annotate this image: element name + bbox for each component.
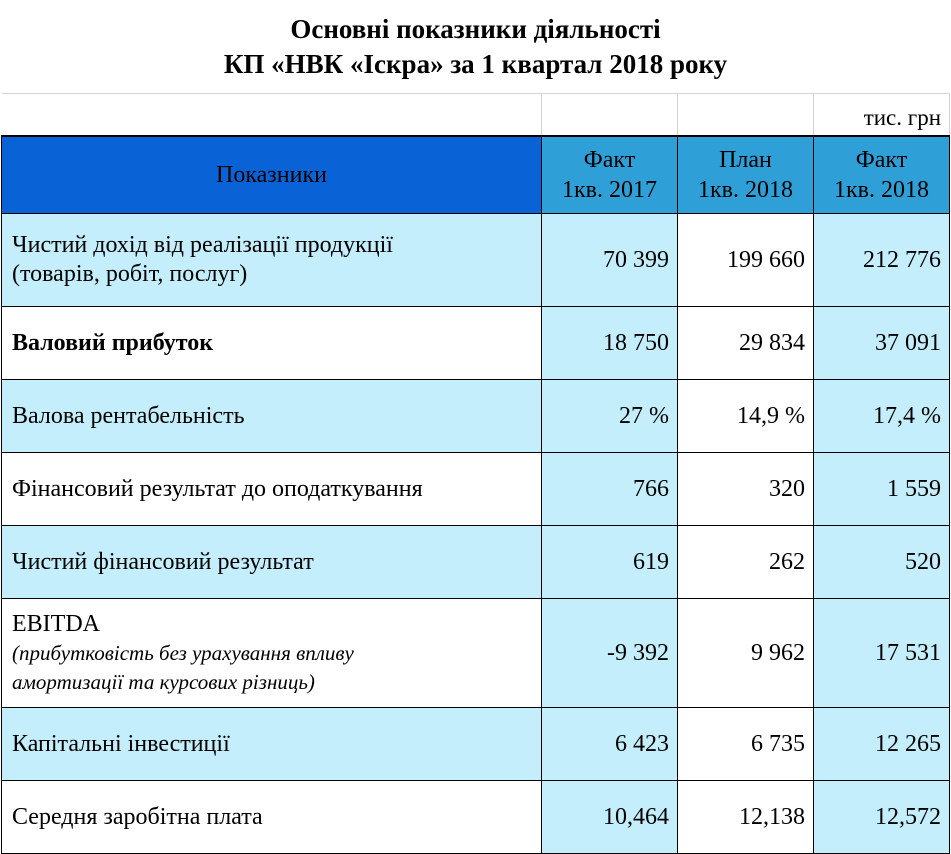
cell-fact-2018: 12,572: [814, 781, 950, 854]
cell-fact-2018: 520: [814, 526, 950, 599]
row-label: Фінансовий результат до оподаткування: [2, 453, 542, 526]
cell-plan-2018: 9 962: [678, 599, 814, 708]
cell-fact-2017: 27 %: [542, 380, 678, 453]
title-line-2: КП «НВК «Іскра» за 1 квартал 2018 року: [223, 48, 728, 79]
cell-fact-2017: -9 392: [542, 599, 678, 708]
cell-fact-2017: 70 399: [542, 214, 678, 307]
cell-fact-2017: 18 750: [542, 307, 678, 380]
table-row: [2, 708, 950, 781]
row-label: Чистий дохід від реалізації продукції (товарів, робіт, послуг): [2, 214, 542, 307]
cell-plan-2018: 262: [678, 526, 814, 599]
cell-fact-2017: 6 423: [542, 708, 678, 781]
table-row: [2, 380, 950, 453]
cell-fact-2018: 17 531: [814, 599, 950, 708]
title-line-1: Основні показники діяльності: [290, 13, 661, 44]
header-indicator: Показники: [2, 136, 542, 214]
table-row: [2, 781, 950, 854]
cell-fact-2018: 1 559: [814, 453, 950, 526]
table-header: [2, 136, 950, 214]
row-label: Середня заробітна плата: [2, 781, 542, 854]
unit-row: [2, 94, 950, 137]
header-fact-2018: Факт 1кв. 2018: [814, 136, 950, 214]
cell-fact-2017: 10,464: [542, 781, 678, 854]
cell-fact-2017: 766: [542, 453, 678, 526]
cell-plan-2018: 6 735: [678, 708, 814, 781]
report-title: [0, 0, 951, 93]
table-row: [2, 214, 950, 307]
cell-fact-2018: 12 265: [814, 708, 950, 781]
cell-plan-2018: 29 834: [678, 307, 814, 380]
cell-fact-2018: 212 776: [814, 214, 950, 307]
row-label: EBITDA (прибутковість без урахування впливу амортизації та курсових різниць): [2, 599, 542, 708]
header-plan-2018: План 1кв. 2018: [678, 136, 814, 214]
table-row: [2, 453, 950, 526]
table-row: [2, 526, 950, 599]
row-label: Чистий фінансовий результат: [2, 526, 542, 599]
cell-fact-2018: 37 091: [814, 307, 950, 380]
row-label: Валовий прибуток: [2, 307, 542, 380]
cell-plan-2018: 320: [678, 453, 814, 526]
unit-label: тис. грн: [814, 94, 950, 137]
cell-fact-2018: 17,4 %: [814, 380, 950, 453]
row-note: (прибутковість без урахування впливу: [12, 640, 354, 665]
row-label: Валова рентабельність: [2, 380, 542, 453]
table-row: [2, 307, 950, 380]
cell-plan-2018: 199 660: [678, 214, 814, 307]
cell-fact-2017: 619: [542, 526, 678, 599]
row-note: амортизації та курсових різниць): [12, 669, 315, 694]
table-row: [2, 599, 950, 708]
cell-plan-2018: 12,138: [678, 781, 814, 854]
indicators-table: [1, 93, 950, 854]
row-label: Капітальні інвестиції: [2, 708, 542, 781]
cell-plan-2018: 14,9 %: [678, 380, 814, 453]
header-fact-2017: Факт 1кв. 2017: [542, 136, 678, 214]
